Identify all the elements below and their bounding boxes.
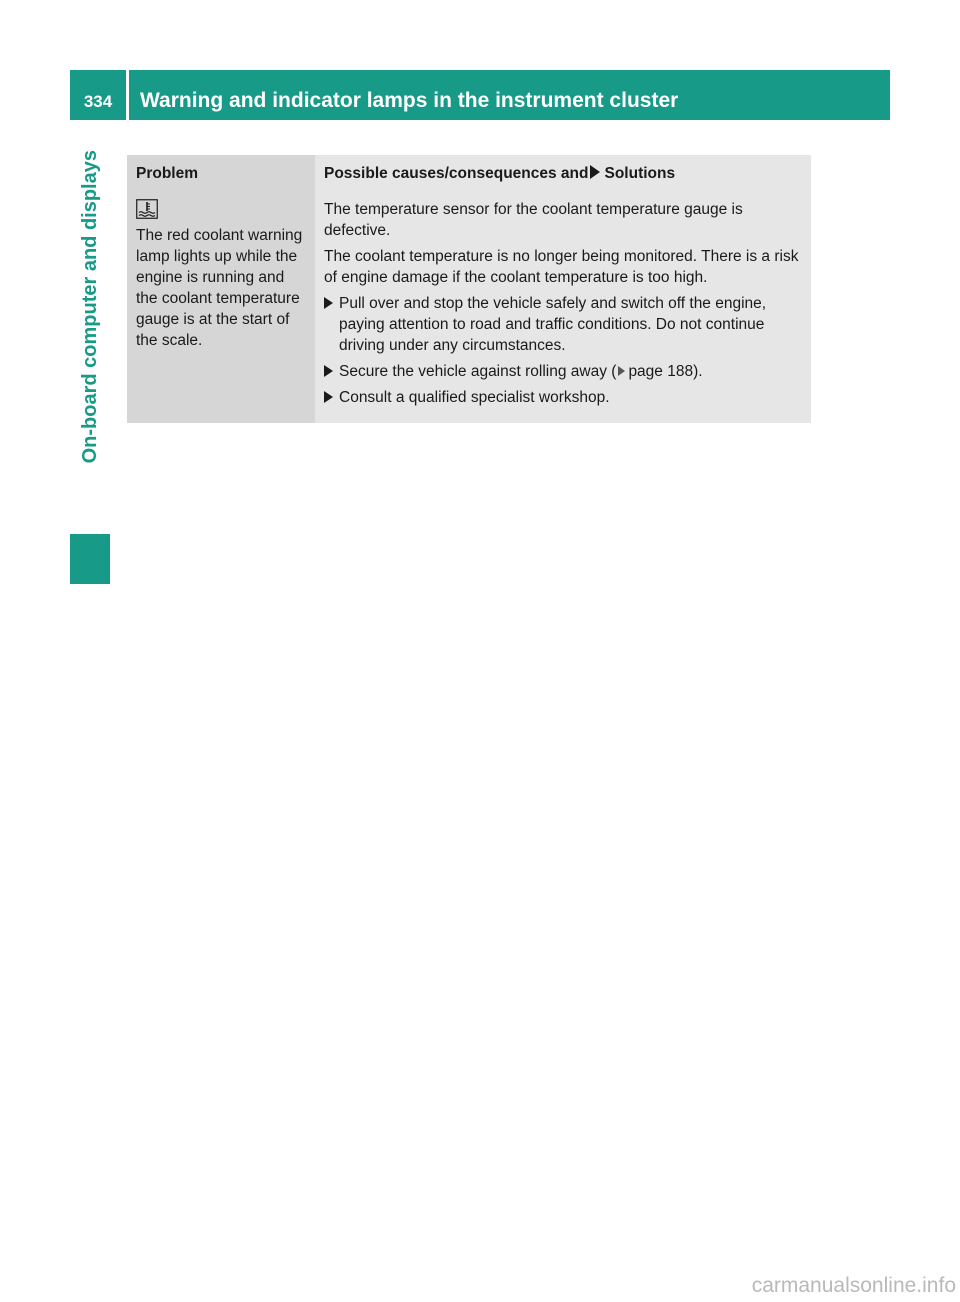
step-arrow-icon (324, 297, 333, 309)
side-tab (70, 150, 110, 530)
solution-step-text: Pull over and stop the vehicle safely and switch off the engine, paying attention to road and traffic conditions. Do not continue driving under any circumstances. (339, 295, 767, 354)
section-title: Warning and indicator lamps in the instrument cluster (129, 70, 890, 120)
cause-paragraph: The temperature sensor for the coolant temperature gauge is defective. (324, 201, 743, 239)
page-reference-link[interactable]: page 188). (628, 363, 703, 380)
problem-text: The red coolant warning lamp lights up while the engine is running and the coolant temperature gauge is at the start of the scale. (136, 227, 303, 349)
solution-cell (315, 191, 811, 423)
solution-step (324, 387, 803, 408)
coolant-temperature-icon (136, 199, 158, 219)
column-header-solutions-suffix: Solutions (604, 164, 676, 182)
solution-step (324, 293, 803, 356)
column-header-problem: Problem (127, 155, 315, 191)
solution-step-text: Consult a qualified specialist workshop. (339, 389, 610, 406)
warning-lamp-table (127, 155, 811, 423)
solution-step (324, 361, 803, 382)
table-row (127, 191, 811, 423)
consequence-paragraph: The coolant temperature is no longer being monitored. There is a risk of engine damage if the coolant temperature is too high. (324, 248, 799, 286)
column-header-solutions-prefix: Possible causes/consequences and (324, 164, 589, 182)
step-arrow-icon (324, 391, 333, 403)
table-header-row (127, 155, 811, 191)
page-number: 334 (70, 70, 126, 120)
problem-cell (127, 191, 315, 423)
column-header-solutions (315, 155, 811, 191)
page-reference-icon (618, 366, 625, 376)
side-tab-marker (70, 534, 110, 584)
watermark: carmanualsonline.info (751, 1274, 956, 1297)
action-arrow-icon (590, 165, 600, 179)
side-tab-label: On-board computer and displays (79, 150, 101, 464)
solution-step-text: Secure the vehicle against rolling away ( (339, 363, 617, 380)
step-arrow-icon (324, 365, 333, 377)
